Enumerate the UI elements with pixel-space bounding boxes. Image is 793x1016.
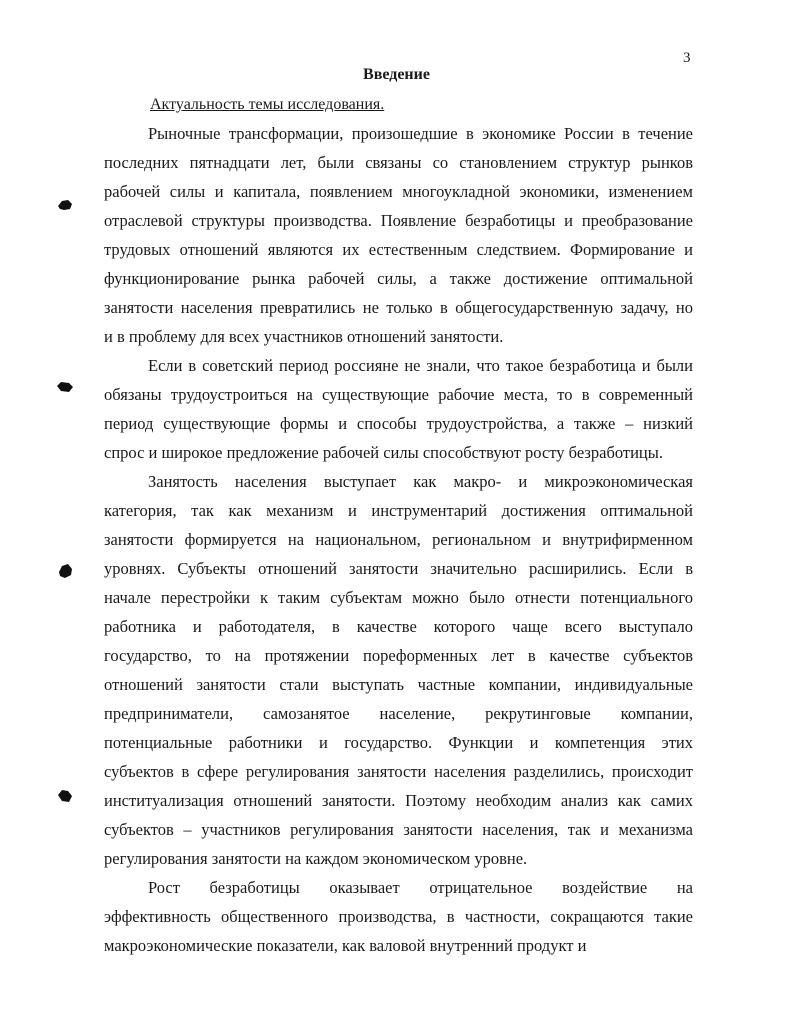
- page-number: 3: [683, 50, 691, 66]
- paragraph-line: Рыночные трансформации, произошедшие в экономике России в течение: [148, 124, 693, 143]
- paragraph-line: спрос и широкое предложение рабочей силы способствуют росту безработицы.: [104, 443, 663, 462]
- paragraph-line: субъектов – участников регулирования занятости населения, так и механизма: [104, 820, 693, 839]
- paragraph-line: эффективность общественного производства, в частности, сокращаются такие: [104, 907, 693, 926]
- body-text: [104, 119, 693, 960]
- paragraph-line: потенциальные работники и государство. Функции и компетенция этих: [104, 733, 693, 752]
- paragraph-line: отраслевой структуры производства. Появление безработицы и преобразование: [104, 211, 693, 230]
- paragraph-line: категория, так как механизм и инструментарий достижения оптимальной: [104, 501, 693, 520]
- paragraph-line: регулирования занятости на каждом экономическом уровне.: [104, 849, 528, 868]
- punch-mark-icon: [57, 564, 73, 576]
- paragraph-line: Занятость населения выступает как макро- и микроэкономическая: [148, 472, 693, 491]
- paragraph-line: отношений занятости стали выступать частные компании, индивидуальные: [104, 675, 693, 694]
- paragraph-line: последних пятнадцати лет, были связаны со становлением структур рынков: [104, 153, 693, 172]
- paragraph-line: начале перестройки к таким субъектам можно было отнести потенциального: [104, 588, 693, 607]
- paragraph-line: занятости населения превратились не только в общегосударственную задачу, но: [104, 298, 693, 317]
- paragraph-line: трудовых отношений являются их естественным следствием. Формирование и: [104, 240, 693, 259]
- paragraph-line: Если в советский период россияне не знали, что такое безработица и были: [148, 356, 693, 375]
- paragraph-line: функционирование рынка рабочей силы, а также достижение оптимальной: [104, 269, 693, 288]
- section-subheading: Актуальность темы исследования.: [150, 96, 385, 113]
- paragraph-line: период существующие формы и способы трудоустройства, а также – низкий: [104, 414, 693, 433]
- punch-mark-icon: [57, 789, 73, 801]
- paragraph-line: работника и работодателя, в качестве которого чаще всего выступало: [104, 617, 693, 636]
- paragraph-line: субъектов в сфере регулирования занятости населения разделились, происходит: [104, 762, 693, 781]
- paragraph-line: занятости формируется на национальном, региональном и внутрифирменном: [104, 530, 693, 549]
- page-title: Введение: [363, 66, 430, 83]
- paragraph-line: предприниматели, самозанятое население, рекрутинговые компании,: [104, 704, 693, 723]
- paragraph-line: макроэкономические показатели, как валовой внутренний продукт и: [104, 936, 587, 955]
- punch-mark-icon: [57, 199, 73, 211]
- paragraph-line: государство, то на протяжении пореформенных лет в качестве субъектов: [104, 646, 693, 665]
- paragraph-line: рабочей силы и капитала, появлением многоукладной экономики, изменением: [104, 182, 693, 201]
- paragraph-line: Рост безработицы оказывает отрицательное воздействие на: [148, 878, 693, 897]
- paragraph-line: и в проблему для всех участников отношений занятости.: [104, 327, 504, 346]
- paragraph-line: обязаны трудоустроиться на существующие рабочие места, то в современный: [104, 385, 693, 404]
- paragraph-line: институализация отношений занятости. Поэтому необходим анализ как самих: [104, 791, 693, 810]
- paragraph-line: уровнях. Субъекты отношений занятости значительно расширились. Если в: [104, 559, 693, 578]
- punch-mark-icon: [57, 381, 73, 393]
